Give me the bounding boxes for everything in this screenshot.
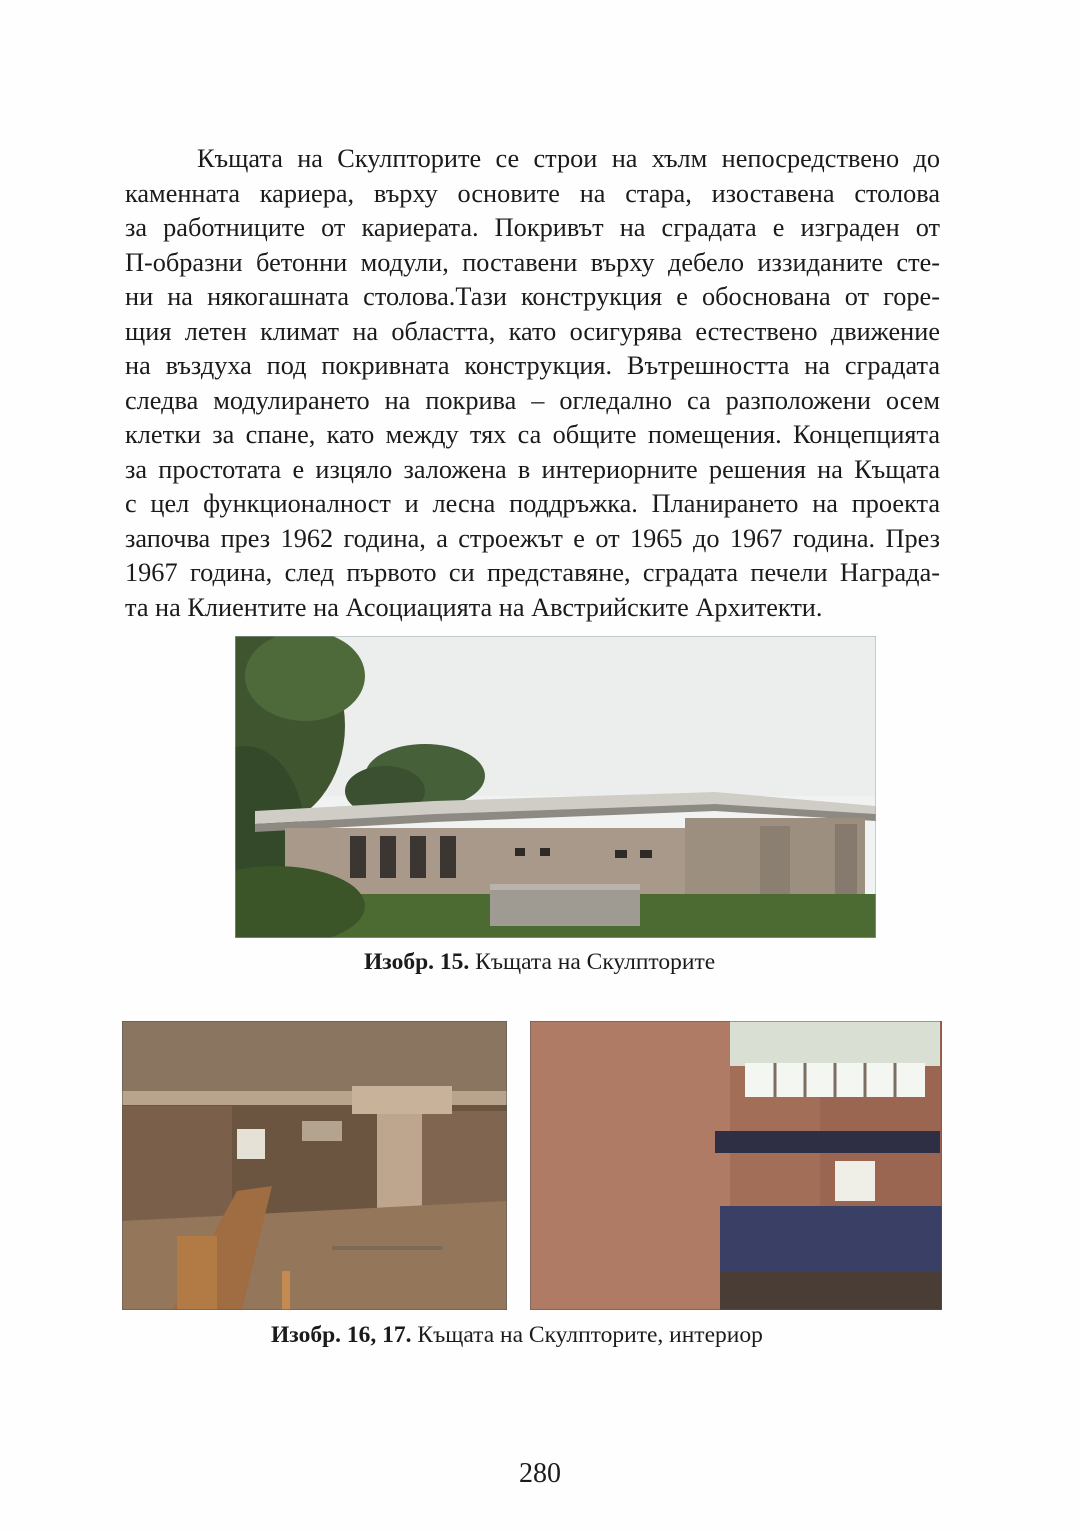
body-line: Къщата на Скулпторите се строи на хълм непосредствено до (197, 144, 940, 173)
figure-15-label: Изобр. 15. (364, 949, 470, 975)
page-number: 280 (519, 1458, 561, 1489)
body-line: за простотата е изцяло заложена в интериорните решения на Къщата (125, 454, 940, 484)
figure-16-17-caption (271, 1321, 763, 1349)
body-line: на въздуха под покривната конструкция. Вътрешността на сградата (125, 351, 940, 380)
sleeping-cell-interior-photo (530, 1021, 942, 1310)
body-line: клетки за спане, като между тях са общите помещения. Концепцията (125, 420, 940, 449)
body-line: П-образни бетонни модули, поставени върху дебело иззиданите сте- (125, 247, 940, 277)
sculptors-house-exterior-photo (235, 636, 876, 938)
figure-15-caption-text: Къщата на Скулпторите (469, 949, 716, 975)
body-line: ни на някогашната столова.Тази конструкция е обоснована от горе- (125, 282, 940, 311)
body-line: с цел функционалност и лесна поддръжка. Планирането на проекта (125, 489, 940, 518)
figure-15-caption (364, 948, 715, 976)
body-line: за работниците от кариерата. Покривът на сградата е изграден от (125, 213, 940, 242)
body-line: следва модулирането на покрива – огледално са разположени осем (125, 385, 940, 415)
body-line: каменната кариера, върху основите на стара, изоставена столова (125, 178, 940, 208)
figure-16-17-label: Изобр. 16, 17. (271, 1322, 412, 1348)
body-line: щия летен климат на областта, като осигурява естествено движение (125, 316, 940, 346)
dining-hall-interior-photo (122, 1021, 507, 1310)
body-line: 1967 година, след първото си представяне, сградата печели Наградa- (125, 558, 940, 587)
body-line: започва през 1962 година, а строежът е от 1965 до 1967 година. През (125, 523, 940, 553)
body-paragraph (125, 142, 940, 625)
body-line: та на Клиентите на Асоциацията на Австрийските Архитекти. (125, 592, 823, 622)
figure-16-17-caption-text: Къщата на Скулпторите, интериор (411, 1322, 763, 1348)
